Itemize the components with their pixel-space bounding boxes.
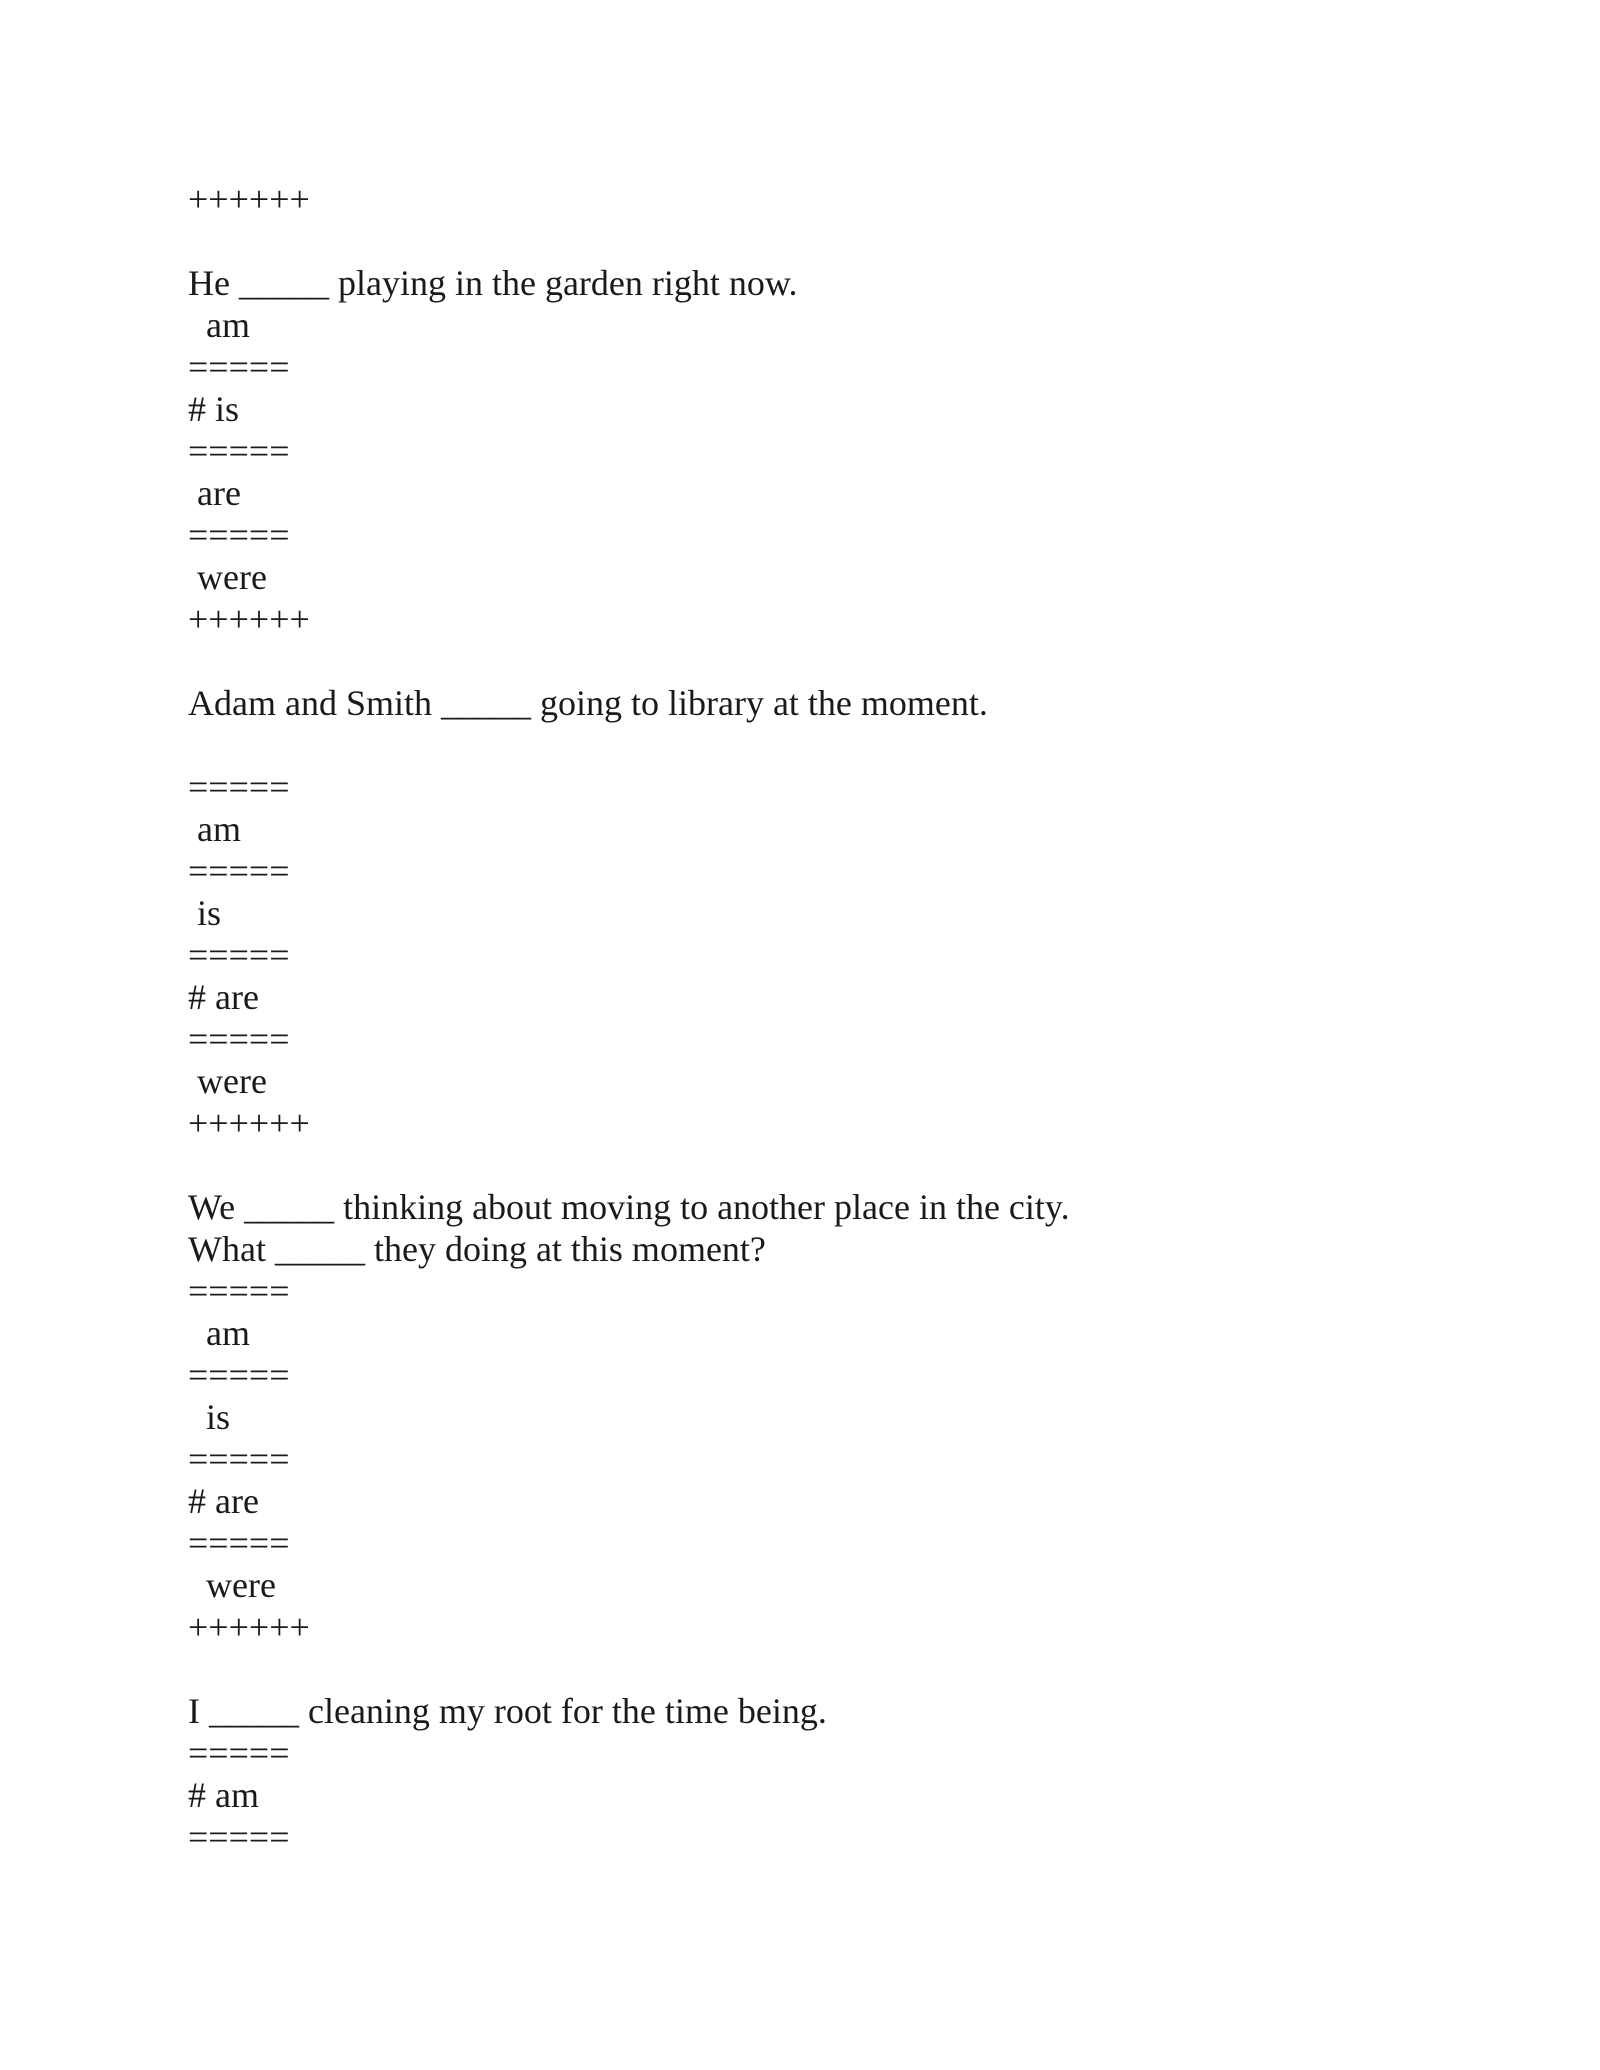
answer-option: were: [188, 557, 267, 597]
separator-plus: ++++++: [188, 1607, 310, 1647]
document-body: [188, 178, 1488, 1858]
separator-plus: ++++++: [188, 179, 310, 219]
answer-option: am: [188, 305, 250, 345]
separator-equals: =====: [188, 1019, 290, 1059]
question-text: Adam and Smith _____ going to library at the moment.: [188, 683, 988, 723]
question-text: I _____ cleaning my root for the time being.: [188, 1691, 827, 1731]
blank-line: [188, 640, 1488, 682]
blank-line: [188, 1144, 1488, 1186]
separator-equals: =====: [188, 767, 290, 807]
answer-option-correct: # am: [188, 1775, 259, 1815]
separator-equals: =====: [188, 1523, 290, 1563]
separator-equals: =====: [188, 347, 290, 387]
answer-option: are: [188, 473, 241, 513]
blank-line: [188, 1648, 1488, 1690]
separator-equals: =====: [188, 1271, 290, 1311]
answer-option: am: [188, 1313, 250, 1353]
separator-plus: ++++++: [188, 599, 310, 639]
answer-option: is: [188, 893, 222, 933]
blank-line: [188, 724, 1488, 766]
answer-option-correct: # are: [188, 977, 259, 1017]
answer-option: were: [188, 1565, 276, 1605]
separator-equals: =====: [188, 431, 290, 471]
answer-option: were: [188, 1061, 267, 1101]
separator-equals: =====: [188, 1355, 290, 1395]
answer-option-correct: # are: [188, 1481, 259, 1521]
separator-equals: =====: [188, 1817, 290, 1857]
blank-line: [188, 220, 1488, 262]
answer-option: is: [188, 1397, 231, 1437]
separator-equals: =====: [188, 1733, 290, 1773]
answer-option: am: [188, 809, 241, 849]
separator-equals: =====: [188, 851, 290, 891]
separator-equals: =====: [188, 515, 290, 555]
separator-plus: ++++++: [188, 1103, 310, 1143]
answer-option-correct: # is: [188, 389, 240, 429]
separator-equals: =====: [188, 935, 290, 975]
question-text: He _____ playing in the garden right now.: [188, 263, 798, 303]
question-text: What _____ they doing at this moment?: [188, 1229, 766, 1269]
separator-equals: =====: [188, 1439, 290, 1479]
question-text: We _____ thinking about moving to another place in the city.: [188, 1187, 1070, 1227]
